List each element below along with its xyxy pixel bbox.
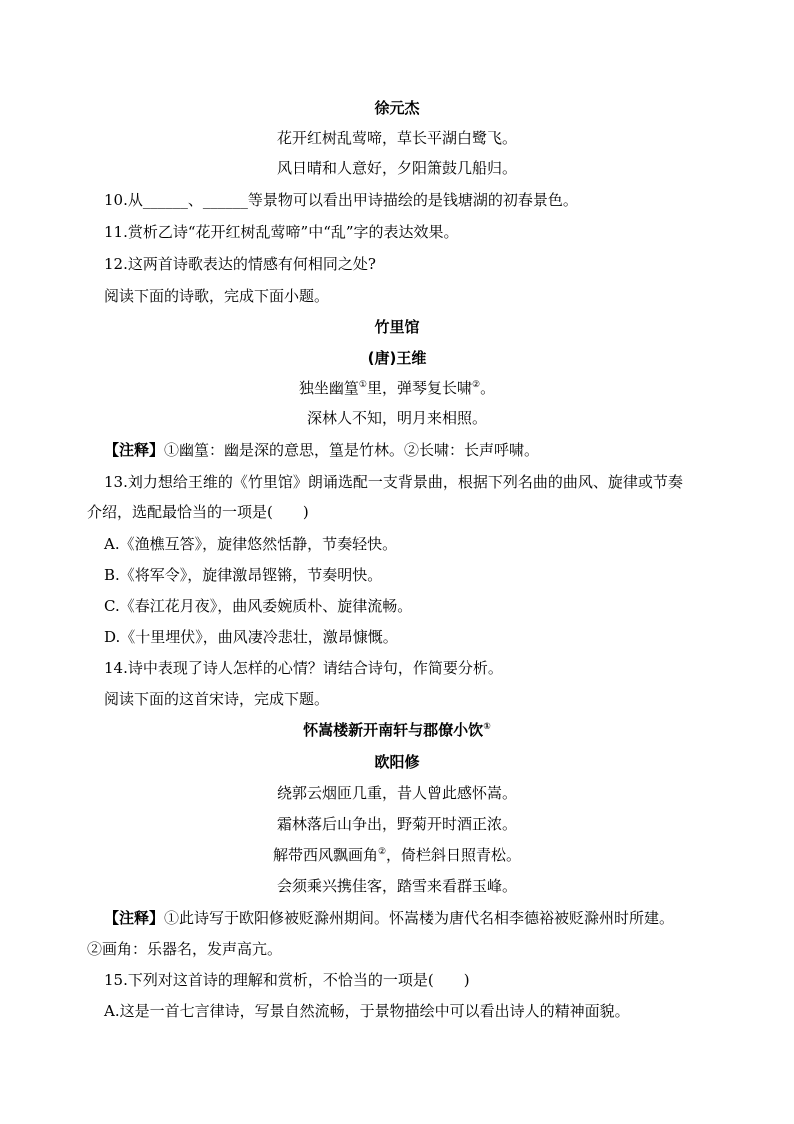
poem-author-xu: 徐元杰 — [374, 99, 420, 117]
poem-title-huaisonglou — [0, 720, 794, 740]
footnote-mark: ② — [472, 380, 481, 390]
option-d: D.《十里埋伏》，曲风凄冷悲壮，激昂慷慨。 — [104, 628, 398, 646]
poem-line: 深林人不知，明月来相照。 — [306, 409, 487, 427]
poem-line: 霜林落后山争出，野菊开时酒正浓。 — [276, 815, 517, 833]
poem-author-ouyangxiu: 欧阳修 — [374, 753, 420, 771]
poem-line: 花开红树乱莺啼，草长平湖白鹭飞。 — [276, 129, 517, 147]
poem-text: 独坐幽篁 — [298, 379, 359, 397]
poem-text: 。 — [480, 379, 496, 397]
poem-note — [104, 908, 674, 928]
question-13-stem: 13.刘力想给王维的《竹里馆》朗诵选配一支背景曲，根据下列名曲的曲风、旋律或节奏 — [104, 473, 683, 491]
poem-title-zhuliguan: 竹里馆 — [374, 318, 420, 336]
poem-line: 绕郭云烟匝几重，昔人曾此感怀嵩。 — [276, 784, 517, 802]
note-text: ①幽篁：幽是深的意思，篁是竹林。②长啸：长声呼啸。 — [164, 441, 540, 459]
question-12: 12.这两首诗歌表达的情感有何相同之处? — [104, 255, 376, 273]
reading-instruction: 阅读下面的诗歌，完成下面小题。 — [104, 287, 330, 305]
footnote-mark: ② — [377, 847, 387, 857]
poem-text: 解带西风飘画角 — [272, 846, 378, 864]
question-15-stem: 15.下列对这首诗的理解和赏析，不恰当的一项是( ) — [104, 971, 470, 989]
poem-line: 风日晴和人意好，夕阳箫鼓几船归。 — [276, 159, 517, 177]
option-a: A.《渔樵互答》，旋律悠然恬静，节奏轻快。 — [104, 535, 398, 553]
poem-author-wangwei: (唐)王维 — [367, 349, 427, 367]
poem-title-text: 怀嵩楼新开南轩与郡僚小饮 — [303, 721, 484, 739]
option-a: A.这是一首七言律诗，写景自然流畅，于景物描绘中可以看出诗人的精神面貌。 — [104, 1002, 630, 1020]
footnote-mark: ① — [483, 722, 491, 732]
poem-text: 里，弹琴复长啸 — [366, 379, 472, 397]
question-10: 10.从______、______等景物可以看出甲诗描绘的是钱塘湖的初春景色。 — [104, 191, 578, 209]
question-11: 11.赏析乙诗“花开红树乱莺啼”中“乱”字的表达效果。 — [104, 223, 459, 241]
poem-line — [0, 845, 794, 865]
footnote-mark: ① — [358, 380, 367, 390]
poem-text: ，倚栏斜日照青松。 — [386, 846, 522, 864]
option-c: C.《春江花月夜》，曲风委婉质朴、旋律流畅。 — [104, 597, 413, 615]
poem-note — [104, 440, 539, 460]
poem-line — [0, 378, 794, 398]
question-13-stem-cont: 介绍，选配最恰当的一项是( ) — [87, 503, 309, 521]
note-text: ①此诗写于欧阳修被贬滁州期间。怀嵩楼为唐代名相李德裕被贬滁州时所建。 — [164, 909, 675, 927]
note-label: 【注释】 — [104, 441, 165, 459]
option-b: B.《将军令》，旋律激昂铿锵，节奏明快。 — [104, 566, 383, 584]
poem-line: 会须乘兴携佳客，踏雪来看群玉峰。 — [276, 877, 517, 895]
reading-instruction: 阅读下面的这首宋诗，完成下题。 — [104, 690, 330, 708]
poem-note-cont: ②画角：乐器名，发声高亢。 — [87, 940, 283, 958]
question-14: 14.诗中表现了诗人怎样的心情？请结合诗句，作简要分析。 — [104, 659, 503, 677]
note-label: 【注释】 — [104, 909, 165, 927]
